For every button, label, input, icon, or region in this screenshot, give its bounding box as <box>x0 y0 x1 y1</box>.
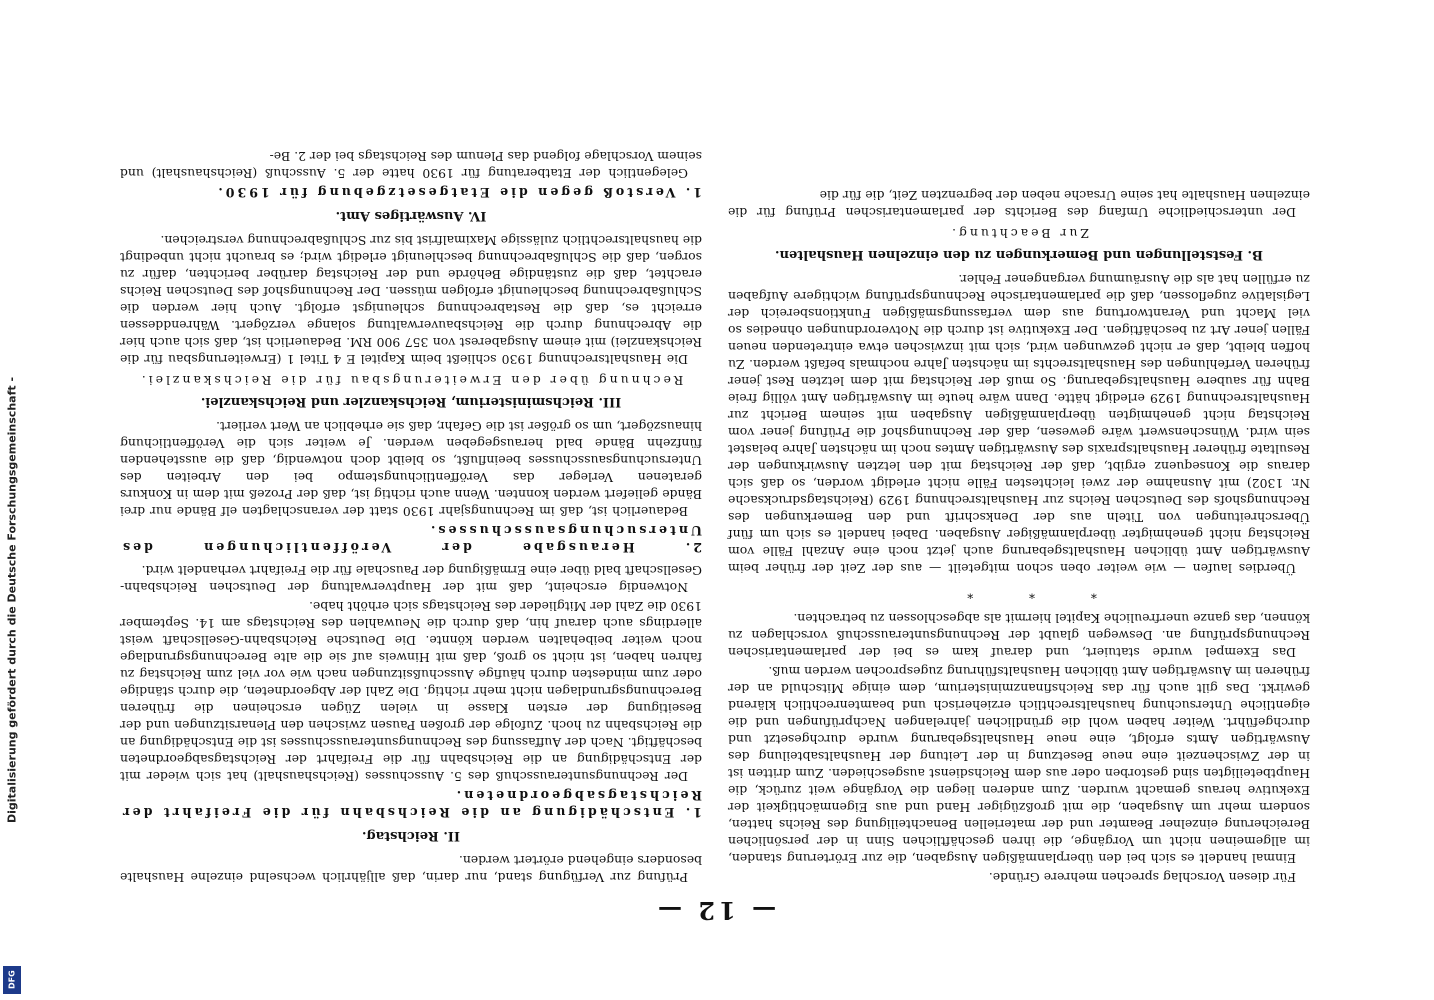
paragraph: Das Exempel wurde statuiert, und darauf kam es bei der parlamentarischen Rechnungsprüfung an. Deswegen glaubt der Rechnungsunterausschuß vorschlagen zu können, das ganze unerfreuliche Kapitel hiermit als abgeschlossen zu betrachten. <box>728 611 1310 660</box>
paragraph: Einmal handelt es sich bei den überplanmäßigen Ausgaben, die zur Erörterung standen, im allgemeinen nicht um Vorgänge, die ihren geschäftlichen Sinn in der persönlichen Bereicherung einzelner Beamter und der materiellen Benachteiligung des Reichs hatten, sondern mehr um Ausgaben, die mit großzügiger Hand und aus Eigenmächtigkeit der Exekutive heraus gemacht wurden. Zum anderen liegen die Vorgänge weit zurück, die Hauptbeteiligten sind gestorben oder aus dem Reichsdienst ausgeschieden. Zum dritten ist in der Zwischenzeit eine neue Besetzung in der Leitung der Haushaltsabteilung des Auswärtigen Amts erfolgt, eine neue Haushaltsgebarung wurde durchgesetzt und durchgeführt. Weiter haben wohl die gründlichen jahrelangen Nachprüfungen und die eigentliche Untersuchung haushaltsrechtlich erzieherisch und beamtenrechtlich klärend gewirkt. Das gilt auch für das Reichsfinanzministerium, dem einige Mitschuld an der früheren im Auswärtigen Amt üblichen Haushaltsführung zugesprochen werden muß. <box>728 664 1310 866</box>
paragraph: Der unterschiedliche Umfang des Berichts der parlamentarischen Prüfung für die einzelnen Haushalte hat seine Ursache neben der begrenzten Zeit, die für die <box>728 188 1310 220</box>
page-number: — 12 — <box>653 896 777 925</box>
right-column <box>120 146 702 886</box>
subsection-heading: Rechnung über den Erweiterungsbau für die Reichskanzlei. <box>138 373 684 388</box>
paragraph: Überdies laufen — wie weiter oben schon mitgeteilt — aus der Zeit der früher beim Auswärtigen Amt üblichen Haushaltsgebarung auch jetzt noch eine Anzahl Fälle vom Reichstag nicht genehmigter überplanmäßiger Ausgaben. Dabei handelt es sich um fünf Überschreitungen von Titeln aus der Denkschrift und den Bemerkungen des Rechnungshofs des Deutschen Reichs zur Haushaltsrechnung 1929 (Reichstagsdrucksache Nr. 1302) mit Ausnahme der zwei leichtesten Fälle nicht erledigt worden, so daß sich daraus die Konsequenz ergibt, daß der Reichstag mit den letzten Auswirkungen der Resultate früherer Haushaltspraxis des Auswärtigen Amtes noch im nächsten Jahre belastet sein wird. Wünschenswert wäre gewesen, daß der Rechnungshof die Prüfung jener vom Reichstag nicht genehmigten überplanmäßigen Ausgaben mit seinem Bericht zur Haushaltsrechnung 1929 erledigt hätte. Dann wäre heute im Auswärtigen Amt völlig freie Bahn für saubere Haushaltsgebarung. So muß der Reichstag mit dem letzten Rest jener früheren Verfehlungen des Haushaltsrechts im nächsten Jahre nochmals befaßt werden. Zu hoffen bleibt, daß er nicht gezwungen wird, sich mit inzwischen etwa eintretenden neuen Fällen jener Art zu beschäftigen. Der Exekutive ist durch die Notverordnungen ohnedies so viel Macht und Verantwortung aus dem verfassungsmäßigen Funktionsbereich der Legislative zugeflossen, daß die parlamentarische Rechnungsprüfung wichtigere Aufgaben zu erfüllen hat als die Ausräumung vergangener Fehler. <box>728 272 1310 576</box>
section-heading: IV. Auswärtiges Amt. <box>335 208 487 223</box>
attribution-text: Digitalisierung gefördert durch die Deutsche Forschungsgemeinschaft - <box>5 376 19 824</box>
paragraph: Prüfung zur Verfügung stand, nur darin, daß alljährlich wechselnd einzelne Haushalte besonders eingehend erörtert werden. <box>120 853 702 885</box>
paragraph: Der Rechnungsunterausschuß des 5. Ausschusses (Reichshaushalt) hat sich wieder mit der Entschädigung an die Reichsbahn für die Freifahrt der Reichstagsabgeordneten beschäftigt. Nach der Auffassung des Rechnungsunterausschusses ist die Entschädigung an die Reichsbahn zu hoch. Zufolge der großen Pausen zwischen den Plenarsitzungen und der Beseitigung der ersten Klasse in vielen Zügen erscheinen die früheren Berechnungsgrundlagen nicht mehr richtig. Die Zahl der Abgeordneten, die durch ständige oder zum mindesten durch häufige Ausschußsitzungen nach wie vor viel zum Reichstag zu fahren haben, ist nicht so groß, daß mit Hinweis auf sie die alte Berechnungsgrundlage noch weiter beibehalten werden könnte. Die Deutsche Reichsbahn-Gesellschaft weist allerdings auch darauf hin, daß durch die Neuwahlen des Reichstags am 14. September 1930 die Zahl der Mitglieder des Reichstags sich erhöht habe. <box>120 599 702 784</box>
dfg-logo: DFG <box>3 966 21 994</box>
section-separator: * * * <box>941 587 1097 601</box>
subsection-heading: 2. Herausgabe der Veröffentlichungen des Untersuchungsausschusses. <box>120 523 702 555</box>
paragraph: Für diesen Vorschlag sprechen mehrere Gründe. <box>988 870 1296 885</box>
section-heading: III. Reichsministerium, Reichskanzler und Reichskanzlei. <box>200 394 622 409</box>
text-columns <box>120 146 1310 886</box>
section-heading: B. Feststellungen und Bemerkungen zu den einzelnen Haushalten. <box>775 247 1263 262</box>
subsection-heading: 1. Entschädigung an die Reichsbahn für die Freifahrt der Reichstagsabgeordneten. <box>120 788 702 820</box>
paragraph: Die Haushaltsrechnung 1930 schließt beim Kapitel E 4 Titel 1 (Erweiterungsbau für die Reichskanzlei) mit einem Ausgaberest von 357 900 RM. Bedauerlich ist, daß sich auch hier die Abrechnung durch die Reichsbauverwaltung solange verzögert. Währenddessen erreicht es, daß die Restabrechnung schleunigst erfolgt. Auch hier werden die Schlußabrechnung beschleunigt erfolgen müssen. Der Rechnungshof des Deutschen Reichs erachtet, daß die zuständige Behörde und der Reichstag darüber berichten, dafür zu sorgen, daß die Schlußabrechnung beschleunigt erledigt wird; es braucht nicht unbedingt die haushaltsrechtlich zulässige Maximalfrist bis zur Schlußabrechnung verstreichen. <box>120 233 702 367</box>
section-heading: II. Reichstag. <box>362 828 460 843</box>
subsection-heading: 1. Verstoß gegen die Etatgesetzgebung für 1930. <box>215 185 702 200</box>
paragraph: Bedauerlich ist, daß im Rechnungsjahr 1930 statt der veranschlagten elf Bände nur drei Bände geliefert werden konnten. Wenn auch richtig ist, daß der Prozeß mit dem in Konkurs geratenen Verleger das Veröffentlichungstempo bei den Arbeiten des Untersuchungsausschusses beeinflußt, so bleibt doch notwendig, daß die ausstehenden fünfzehn Bände bald herausgegeben werden. Je weiter sich die Veröffentlichung hinauszögert, um so größer ist die Gefahr, daß sie erheblich an Wert verliert. <box>120 419 702 519</box>
paragraph: Gelegentlich der Etatberatung für 1930 hatte der 5. Ausschuß (Reichshaushalt) und seinem Vorschlage folgend das Plenum des Reichstags bei der 2. Be- <box>120 149 702 181</box>
left-column <box>728 146 1310 886</box>
paragraph: Notwendig erscheint, daß mit der Hauptverwaltung der Deutschen Reichsbahn-Gesellschaft bald über eine Ermäßigung der Pauschale für die Freifahrt verhandelt wird. <box>120 563 702 595</box>
note-heading: Zur Beachtung. <box>949 226 1090 241</box>
scanned-page <box>120 85 1310 925</box>
side-attribution-strip <box>0 0 24 1000</box>
